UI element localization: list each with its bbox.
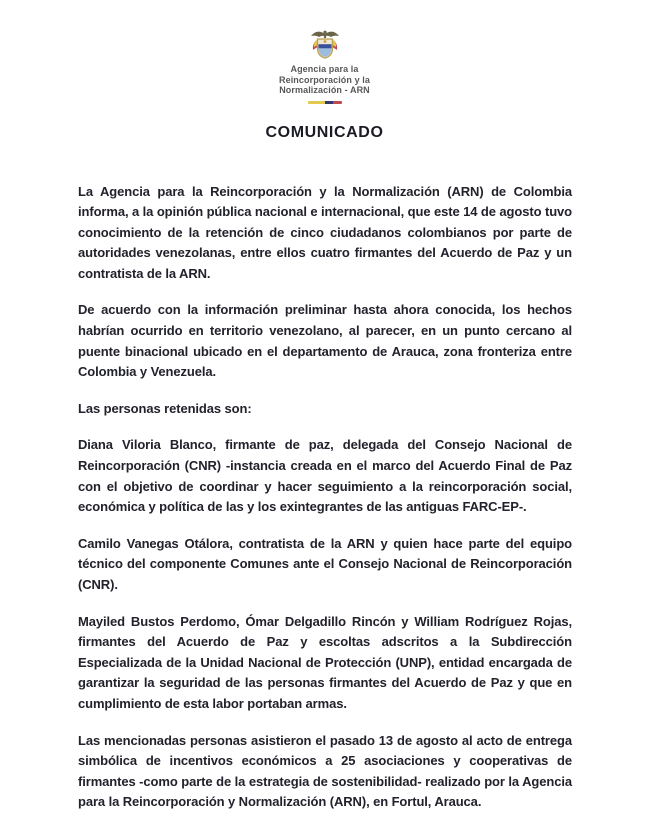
paragraph-preliminary-info: De acuerdo con la información preliminar hasta ahora conocida, los hechos habrían ocurrido en territorio venezolano, al parecer, en un punto cercano al puente binacional ubicado en el departamento de Arauca, zona fronteriza entre Colombia y Venezuela. bbox=[78, 302, 572, 380]
document-body bbox=[78, 182, 572, 813]
letterhead bbox=[0, 0, 649, 104]
agency-name-line3: Normalización - ARN bbox=[279, 85, 370, 95]
paragraph-escoltas-unp: Mayiled Bustos Perdomo, Ómar Delgadillo Rincón y William Rodríguez Rojas, firmantes del Acuerdo de Paz y escoltas adscritos a la Subdirección Especializada de la Unidad Nacional de Protección (UNP), entidad encargada de garantizar la seguridad de las personas firmantes del Acuerdo de Paz y que en cumplimiento de esta labor portaban armas. bbox=[78, 613, 572, 711]
paragraph-retained-intro: Las personas retenidas son: bbox=[78, 400, 252, 416]
flag-yellow-segment bbox=[308, 101, 325, 104]
agency-name-line2: Reincorporación y la bbox=[278, 74, 371, 85]
paragraph-acto-entrega: Las mencionadas personas asistieron el pasado 13 de agosto al acto de entrega simbólica de incentivos económicos a 25 asociaciones y cooperativas de firmantes -como parte de la estrategia de sostenibilidad- realizado por la Agencia para la Reincorporación y Normalización (ARN), en Fortul, Arauca. bbox=[78, 732, 572, 810]
colombia-coat-of-arms-icon bbox=[307, 28, 343, 61]
agency-name-line1: Agencia para la bbox=[290, 64, 359, 74]
colombia-flag-bar bbox=[308, 101, 342, 104]
page-title: COMUNICADO bbox=[265, 123, 384, 141]
flag-blue-segment bbox=[325, 101, 334, 104]
flag-red-segment bbox=[333, 101, 342, 104]
paragraph-intro: La Agencia para la Reincorporación y la Normalización (ARN) de Colombia informa, a la opinión pública nacional e internacional, que este 14 de agosto tuvo conocimiento de la retención de cinco ciudadanos colombianos por parte de autoridades venezolanas, entre ellos cuatro firmantes del Acuerdo de Paz y un contratista de la ARN. bbox=[78, 183, 572, 281]
paragraph-camilo-vanegas: Camilo Vanegas Otálora, contratista de la ARN y quien hace parte del equipo técnico del componente Comunes ante el Consejo Nacional de Reincorporación (CNR). bbox=[78, 535, 572, 592]
agency-name bbox=[0, 64, 649, 96]
paragraph-diana-viloria: Diana Viloria Blanco, firmante de paz, delegada del Consejo Nacional de Reincorporación (CNR) -instancia creada en el marco del Acuerdo Final de Paz con el objetivo de coordinar y hacer seguimiento a la reincorporación social, económica y política de las y los exintegrantes de las antiguas FARC-EP-. bbox=[78, 437, 572, 515]
